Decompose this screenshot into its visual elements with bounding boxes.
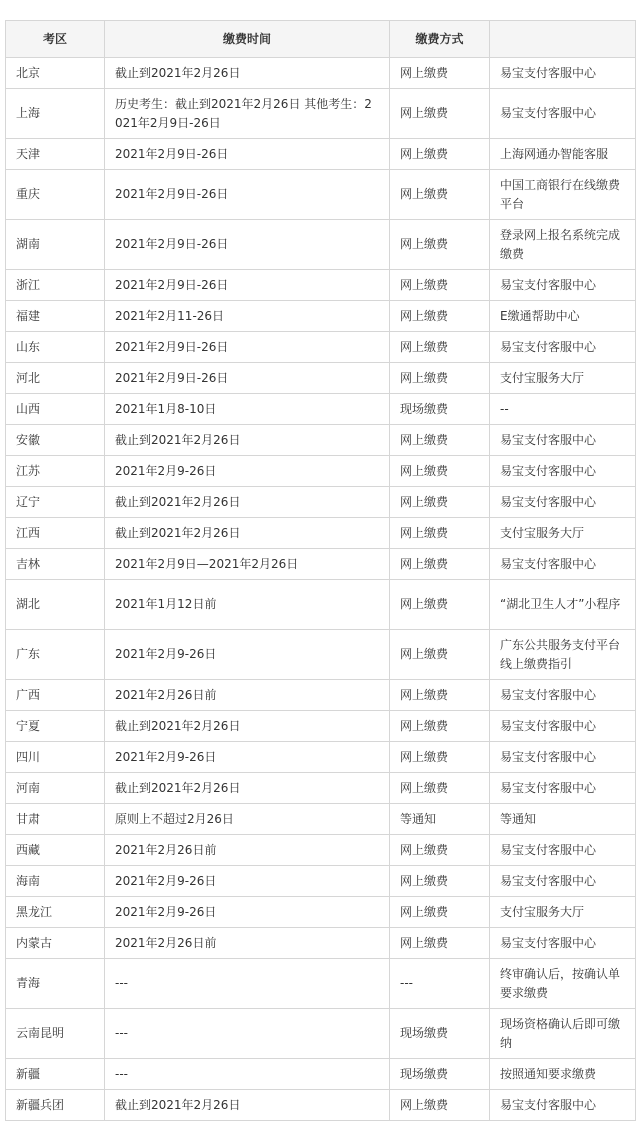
table-row — [6, 425, 636, 456]
cell-region: 黑龙江 — [6, 897, 105, 928]
cell-payment-method: 网上缴费 — [390, 549, 490, 580]
cell-payment-method: 网上缴费 — [390, 332, 490, 363]
cell-region: 河北 — [6, 363, 105, 394]
cell-payment-method: 网上缴费 — [390, 58, 490, 89]
cell-region: 安徽 — [6, 425, 105, 456]
cell-payment-method: 等通知 — [390, 804, 490, 835]
cell-payment-time: 2021年2月9日-26日 — [105, 363, 390, 394]
cell-payment-method: --- — [390, 959, 490, 1009]
cell-help-channel: 易宝支付客服中心 — [490, 711, 636, 742]
cell-payment-method: 网上缴费 — [390, 363, 490, 394]
cell-payment-time: 2021年2月9日-26日 — [105, 220, 390, 270]
cell-help-channel: 易宝支付客服中心 — [490, 773, 636, 804]
cell-payment-time: 截止到2021年2月26日 — [105, 58, 390, 89]
table-row — [6, 270, 636, 301]
cell-payment-time: 2021年2月11-26日 — [105, 301, 390, 332]
cell-payment-method: 网上缴费 — [390, 170, 490, 220]
table-row — [6, 1009, 636, 1059]
table-row — [6, 487, 636, 518]
cell-help-channel: 上海网通办智能客服 — [490, 139, 636, 170]
cell-help-channel: 现场资格确认后即可缴纳 — [490, 1009, 636, 1059]
cell-help-channel: 按照通知要求缴费 — [490, 1059, 636, 1090]
cell-help-channel: -- — [490, 394, 636, 425]
header-exam-region: 考区 — [6, 21, 105, 58]
table-row — [6, 139, 636, 170]
table-row — [6, 866, 636, 897]
cell-help-channel: 终审确认后，按确认单要求缴费 — [490, 959, 636, 1009]
table-row — [6, 773, 636, 804]
cell-payment-time: 2021年1月12日前 — [105, 580, 390, 630]
cell-payment-time: 2021年2月9-26日 — [105, 742, 390, 773]
cell-payment-method: 网上缴费 — [390, 220, 490, 270]
cell-payment-time: 2021年2月9-26日 — [105, 630, 390, 680]
cell-help-channel: 易宝支付客服中心 — [490, 928, 636, 959]
cell-region: 甘肃 — [6, 804, 105, 835]
cell-region: 内蒙古 — [6, 928, 105, 959]
cell-region: 广东 — [6, 630, 105, 680]
table-body — [6, 58, 636, 1121]
cell-region: 新疆兵团 — [6, 1090, 105, 1121]
cell-payment-time: 2021年2月26日前 — [105, 835, 390, 866]
cell-payment-time: --- — [105, 1059, 390, 1090]
cell-help-channel: 支付宝服务大厅 — [490, 897, 636, 928]
cell-payment-method: 网上缴费 — [390, 425, 490, 456]
cell-payment-method: 网上缴费 — [390, 456, 490, 487]
cell-help-channel: 登录网上报名系统完成缴费 — [490, 220, 636, 270]
table-row — [6, 170, 636, 220]
cell-region: 云南昆明 — [6, 1009, 105, 1059]
cell-payment-time: 2021年2月9日-26日 — [105, 139, 390, 170]
cell-help-channel: 广东公共服务支付平台线上缴费指引 — [490, 630, 636, 680]
cell-payment-method: 网上缴费 — [390, 897, 490, 928]
table-row — [6, 580, 636, 630]
table-row — [6, 549, 636, 580]
cell-payment-method: 网上缴费 — [390, 928, 490, 959]
cell-region: 山西 — [6, 394, 105, 425]
cell-help-channel: 中国工商银行在线缴费平台 — [490, 170, 636, 220]
cell-payment-time: 原则上不超过2月26日 — [105, 804, 390, 835]
cell-region: 山东 — [6, 332, 105, 363]
cell-help-channel: 支付宝服务大厅 — [490, 363, 636, 394]
table-row — [6, 835, 636, 866]
cell-payment-time: 2021年2月9-26日 — [105, 456, 390, 487]
exam-fee-payment-table — [5, 20, 636, 1121]
cell-payment-method: 网上缴费 — [390, 835, 490, 866]
table-row — [6, 742, 636, 773]
cell-payment-method: 网上缴费 — [390, 89, 490, 139]
cell-payment-method: 网上缴费 — [390, 487, 490, 518]
cell-payment-time: 2021年2月26日前 — [105, 928, 390, 959]
table-row — [6, 363, 636, 394]
cell-help-channel: 易宝支付客服中心 — [490, 456, 636, 487]
cell-region: 北京 — [6, 58, 105, 89]
cell-region: 河南 — [6, 773, 105, 804]
table-row — [6, 959, 636, 1009]
cell-payment-method: 现场缴费 — [390, 1009, 490, 1059]
table-row — [6, 897, 636, 928]
cell-help-channel: 易宝支付客服中心 — [490, 332, 636, 363]
cell-payment-time: 截止到2021年2月26日 — [105, 487, 390, 518]
cell-payment-time: 2021年2月9日-26日 — [105, 270, 390, 301]
cell-region: 江苏 — [6, 456, 105, 487]
cell-region: 四川 — [6, 742, 105, 773]
cell-payment-time: 截止到2021年2月26日 — [105, 711, 390, 742]
cell-payment-method: 网上缴费 — [390, 711, 490, 742]
header-help-channel — [490, 21, 636, 58]
cell-region: 辽宁 — [6, 487, 105, 518]
cell-payment-time: 2021年2月9-26日 — [105, 897, 390, 928]
cell-payment-time: 2021年2月9日-26日 — [105, 332, 390, 363]
table-header-row — [6, 21, 636, 58]
cell-help-channel: 易宝支付客服中心 — [490, 549, 636, 580]
cell-payment-time: 2021年2月26日前 — [105, 680, 390, 711]
table-row — [6, 394, 636, 425]
table-row — [6, 220, 636, 270]
header-payment-method: 缴费方式 — [390, 21, 490, 58]
table-row — [6, 680, 636, 711]
cell-region: 吉林 — [6, 549, 105, 580]
cell-region: 广西 — [6, 680, 105, 711]
cell-help-channel: 易宝支付客服中心 — [490, 835, 636, 866]
cell-payment-method: 网上缴费 — [390, 301, 490, 332]
cell-payment-time: 截止到2021年2月26日 — [105, 425, 390, 456]
table-row — [6, 301, 636, 332]
cell-payment-time: --- — [105, 959, 390, 1009]
cell-region: 福建 — [6, 301, 105, 332]
cell-help-channel: 支付宝服务大厅 — [490, 518, 636, 549]
header-payment-time: 缴费时间 — [105, 21, 390, 58]
table-row — [6, 711, 636, 742]
cell-payment-method: 网上缴费 — [390, 630, 490, 680]
cell-help-channel: 易宝支付客服中心 — [490, 680, 636, 711]
table-row — [6, 518, 636, 549]
cell-region: 海南 — [6, 866, 105, 897]
table-row — [6, 332, 636, 363]
cell-region: 上海 — [6, 89, 105, 139]
cell-help-channel: 易宝支付客服中心 — [490, 425, 636, 456]
table-row — [6, 804, 636, 835]
cell-payment-time: --- — [105, 1009, 390, 1059]
cell-region: 湖南 — [6, 220, 105, 270]
cell-region: 重庆 — [6, 170, 105, 220]
cell-payment-method: 网上缴费 — [390, 773, 490, 804]
cell-payment-time: 截止到2021年2月26日 — [105, 773, 390, 804]
cell-help-channel: 易宝支付客服中心 — [490, 1090, 636, 1121]
cell-payment-method: 网上缴费 — [390, 680, 490, 711]
cell-payment-method: 网上缴费 — [390, 580, 490, 630]
cell-help-channel: E缴通帮助中心 — [490, 301, 636, 332]
cell-payment-method: 网上缴费 — [390, 1090, 490, 1121]
cell-payment-time: 2021年2月9日-26日 — [105, 170, 390, 220]
table-row — [6, 630, 636, 680]
cell-help-channel: 易宝支付客服中心 — [490, 742, 636, 773]
cell-payment-method: 网上缴费 — [390, 270, 490, 301]
cell-payment-method: 现场缴费 — [390, 1059, 490, 1090]
cell-payment-method: 现场缴费 — [390, 394, 490, 425]
cell-payment-time: 截止到2021年2月26日 — [105, 518, 390, 549]
table-row — [6, 1090, 636, 1121]
cell-payment-time: 2021年1月8-10日 — [105, 394, 390, 425]
table-row — [6, 456, 636, 487]
table-row — [6, 928, 636, 959]
cell-region: 青海 — [6, 959, 105, 1009]
cell-help-channel: 等通知 — [490, 804, 636, 835]
payment-table-container — [5, 20, 635, 1121]
table-row — [6, 58, 636, 89]
cell-payment-method: 网上缴费 — [390, 518, 490, 549]
table-row — [6, 1059, 636, 1090]
cell-region: 江西 — [6, 518, 105, 549]
cell-payment-time: 历史考生：截止到2021年2月26日 其他考生：2021年2月9日-26日 — [105, 89, 390, 139]
cell-help-channel: 易宝支付客服中心 — [490, 270, 636, 301]
cell-help-channel: 易宝支付客服中心 — [490, 58, 636, 89]
cell-payment-method: 网上缴费 — [390, 742, 490, 773]
cell-help-channel: 易宝支付客服中心 — [490, 89, 636, 139]
cell-payment-method: 网上缴费 — [390, 139, 490, 170]
cell-region: 宁夏 — [6, 711, 105, 742]
cell-region: 西藏 — [6, 835, 105, 866]
cell-help-channel: “湖北卫生人才”小程序 — [490, 580, 636, 630]
cell-payment-time: 2021年2月9-26日 — [105, 866, 390, 897]
cell-region: 浙江 — [6, 270, 105, 301]
cell-payment-time: 2021年2月9日—2021年2月26日 — [105, 549, 390, 580]
cell-help-channel: 易宝支付客服中心 — [490, 866, 636, 897]
cell-payment-method: 网上缴费 — [390, 866, 490, 897]
cell-region: 新疆 — [6, 1059, 105, 1090]
cell-region: 湖北 — [6, 580, 105, 630]
cell-payment-time: 截止到2021年2月26日 — [105, 1090, 390, 1121]
cell-help-channel: 易宝支付客服中心 — [490, 487, 636, 518]
table-row — [6, 89, 636, 139]
cell-region: 天津 — [6, 139, 105, 170]
